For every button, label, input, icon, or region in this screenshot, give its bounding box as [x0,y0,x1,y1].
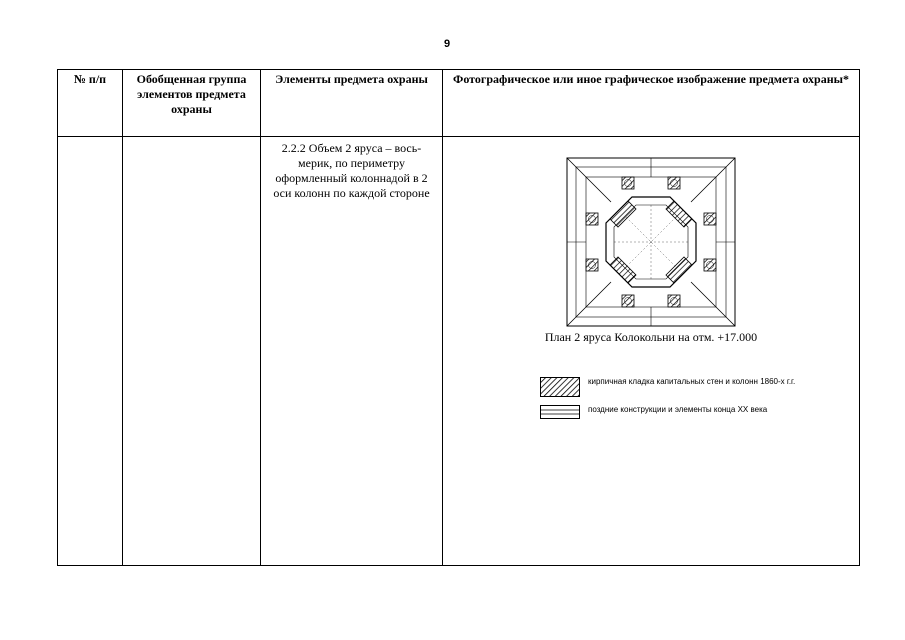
header-image: Фотографическое или иное графическое изображение предмета охраны* [443,70,860,137]
header-number: № п/п [58,70,123,137]
floor-plan-drawing [566,157,736,327]
element-description: 2.2.2 Объем 2 яруса – вось-мерик, по периметру оформленный колоннадой в 2 оси колонн по каждой стороне [273,141,430,200]
plan-caption: План 2 яруса Колокольни на отм. +17.000 [544,330,758,344]
hatched-swatch-icon [540,377,580,397]
page-number: 9 [444,38,451,50]
legend-label-brick: кирпичная кладка капитальных стен и колонн 1860-х г.г. [588,377,796,386]
table-row [58,137,860,566]
header-elements: Элементы предмета охраны [261,70,443,137]
protection-table [57,69,860,566]
cell-group [123,137,261,566]
legend [540,377,859,419]
cell-number [58,137,123,566]
cell-image [443,137,860,566]
lined-swatch-icon [540,405,580,419]
legend-label-late: поздние конструкции и элементы конца XX века [588,405,768,414]
table-header-row [58,70,860,137]
legend-item-late [540,405,859,419]
cell-elements [261,137,443,566]
header-group: Обобщенная группа элементов предмета охраны [123,70,261,137]
legend-item-brick [540,377,859,397]
